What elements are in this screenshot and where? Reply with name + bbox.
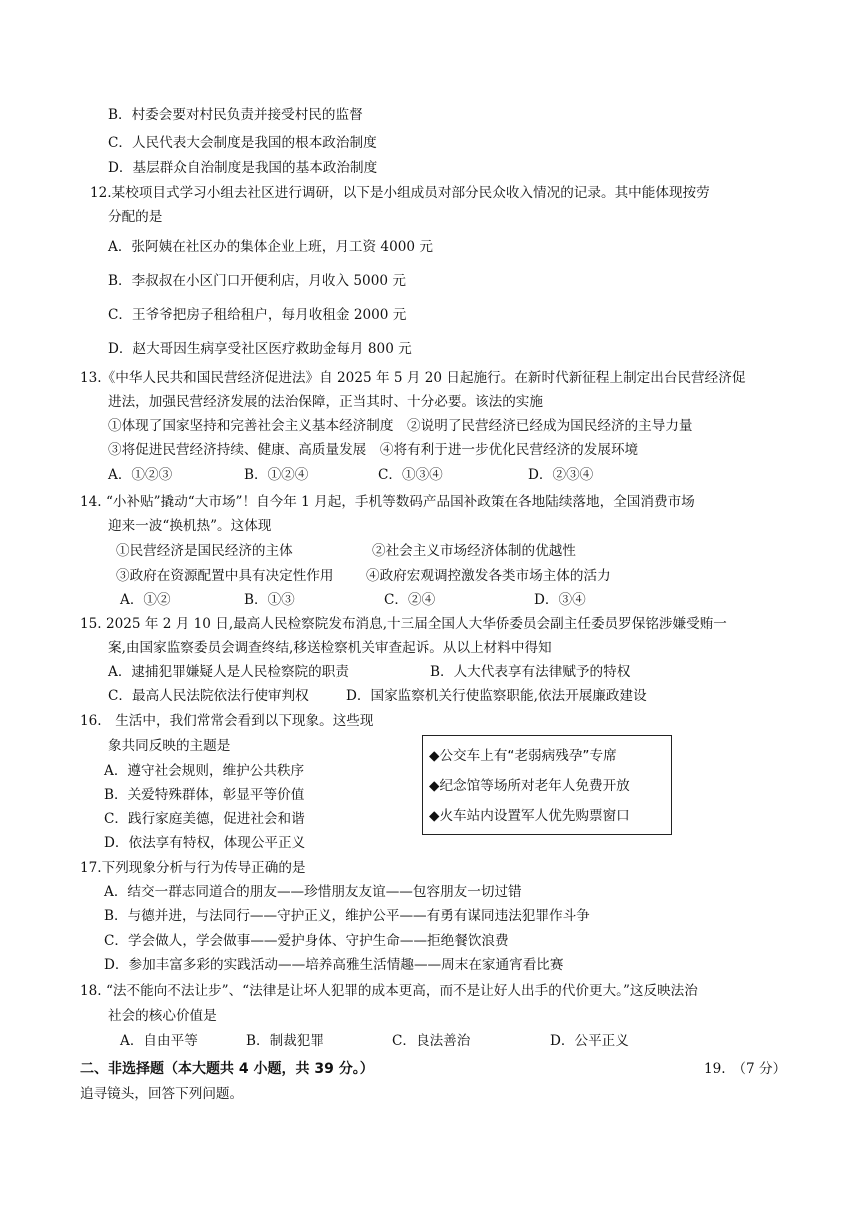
q17-option-c: C．学会做人，学会做事——爱护身体、守护生命——拒绝餐饮浪费 <box>104 933 509 949</box>
q13-option-b: B．①②④ <box>244 467 309 483</box>
q12-option-c: C．王爷爷把房子租给租户，每月收租金 2000 元 <box>108 307 407 323</box>
q14-stem-line1: 14. “小补贴”撬动“大市场”！自今年 1 月起，手机等数码产品国补政策在各地陆续落地，全国消费市场 <box>80 494 695 510</box>
q17-option-d: D．参加丰富多彩的实践活动——培养高雅生活情趣——周末在家通宵看比赛 <box>104 957 564 973</box>
q11-option-d: D．基层群众自治制度是我国的基本政治制度 <box>108 160 378 176</box>
q14-option-b: B．①③ <box>244 592 295 608</box>
q16-material-line-3: ◆火车站内设置军人优先购票窗口 <box>429 808 630 824</box>
q14-option-a: A．①② <box>120 592 171 608</box>
q14-option-c: C．②④ <box>384 592 436 608</box>
q18-stem-line1: 18. “法不能向不法让步”、“法律是让坏人犯罪的成本更高，而不是让好人出手的代价更大。”这反映法治 <box>80 983 698 999</box>
q18-option-c: C．良法善治 <box>392 1033 471 1049</box>
q16-option-d: D．依法享有特权，体现公平正义 <box>104 835 306 851</box>
q12-option-b: B．李叔叔在小区门口开便利店，月收入 5000 元 <box>108 273 406 289</box>
q16-option-c: C．践行家庭美德，促进社会和谐 <box>104 811 305 827</box>
q19-stem: 追寻镜头，回答下列问题。 <box>80 1086 244 1102</box>
q16-option-b: B．关爱特殊群体，彰显平等价值 <box>104 787 305 803</box>
q14-statement-3: ③政府在资源配置中具有决定性作用 <box>116 568 334 584</box>
q16-material-box <box>422 735 672 835</box>
q13-stem-line2: 进法，加强民营经济发展的法治保障，正当其时、十分必要。该法的实施 <box>108 394 543 410</box>
q14-statement-2: ②社会主义市场经济体制的优越性 <box>372 543 576 559</box>
q13-statements-3-4: ③将促进民营经济持续、健康、高质量发展 ④将有利于进一步优化民营经济的发展环境 <box>108 442 639 458</box>
q15-option-d: D．国家监察机关行使监察职能,依法开展廉政建设 <box>346 688 647 704</box>
q16-option-a: A．遵守社会规则，维护公共秩序 <box>104 763 305 779</box>
q18-option-a: A．自由平等 <box>120 1033 198 1049</box>
q14-stem-line2: 迎来一波“换机热”。这体现 <box>108 518 272 534</box>
q11-option-b: B．村委会要对村民负责并接受村民的监督 <box>108 107 363 123</box>
q14-statement-1: ①民营经济是国民经济的主体 <box>116 543 293 559</box>
q17-option-a: A．结交一群志同道合的朋友——珍惜朋友友谊——包容朋友一切过错 <box>104 884 522 900</box>
q12-stem-line2: 分配的是 <box>108 209 163 225</box>
q15-option-b: B．人大代表享有法律赋予的特权 <box>430 664 631 680</box>
q16-material-line-1: ◆公交车上有“老弱病残孕”专席 <box>429 748 617 764</box>
q18-stem-line2: 社会的核心价值是 <box>108 1008 217 1024</box>
q13-option-c: C．①③④ <box>378 467 443 483</box>
q14-option-d: D．③④ <box>534 592 586 608</box>
q12-option-a: A．张阿姨在社区办的集体企业上班，月工资 4000 元 <box>108 239 433 255</box>
q17-stem: 17.下列现象分析与行为传导正确的是 <box>80 860 306 876</box>
q16-stem-line1: 16. 生活中，我们常常会看到以下现象。这些现 <box>80 713 374 729</box>
q15-stem-line2: 案,由国家监察委员会调查终结,移送检察机关审查起诉。从以上材料中得知 <box>108 640 552 656</box>
q13-option-d: D．②③④ <box>528 467 594 483</box>
q15-stem-line1: 15. 2025 年 2 月 10 日,最高人民检察院发布消息,十三届全国人大华侨委员会副主任委员罗保铭涉嫌受贿一 <box>80 616 727 632</box>
q11-option-c: C．人民代表大会制度是我国的根本政治制度 <box>108 135 377 151</box>
q12-stem-line1: 12.某校项目式学习小组去社区进行调研，以下是小组成员对部分民众收入情况的记录。其中能体现按劳 <box>90 185 710 201</box>
q17-option-b: B．与德并进，与法同行——守护正义，维护公平——有勇有谋同违法犯罪作斗争 <box>104 908 590 924</box>
q13-option-a: A．①②③ <box>108 467 173 483</box>
q12-option-d: D．赵大哥因生病享受社区医疗救助金每月 800 元 <box>108 341 412 357</box>
q14-statement-4: ④政府宏观调控激发各类市场主体的活力 <box>366 568 611 584</box>
q15-option-a: A．逮捕犯罪嫌疑人是人民检察院的职责 <box>108 664 349 680</box>
q18-option-b: B．制裁犯罪 <box>246 1033 324 1049</box>
section-2-heading: 二、非选择题（本大题共 4 小题，共 39 分。） <box>80 1061 374 1077</box>
q15-option-c: C．最高人民法院依法行使审判权 <box>108 688 309 704</box>
q13-stem-line1: 13.《中华人民共和国民营经济促进法》自 2025 年 5 月 20 日起施行。在新时代新征程上制定出台民营经济促 <box>80 370 746 386</box>
q19-label: 19. （7 分） <box>704 1061 787 1077</box>
q18-option-d: D．公平正义 <box>550 1033 629 1049</box>
q16-stem-line2: 象共同反映的主题是 <box>108 738 231 754</box>
q13-statements-1-2: ①体现了国家坚持和完善社会主义基本经济制度 ②说明了民营经济已经成为国民经济的主导力量 <box>108 418 693 434</box>
q16-material-line-2: ◆纪念馆等场所对老年人免费开放 <box>429 778 630 794</box>
